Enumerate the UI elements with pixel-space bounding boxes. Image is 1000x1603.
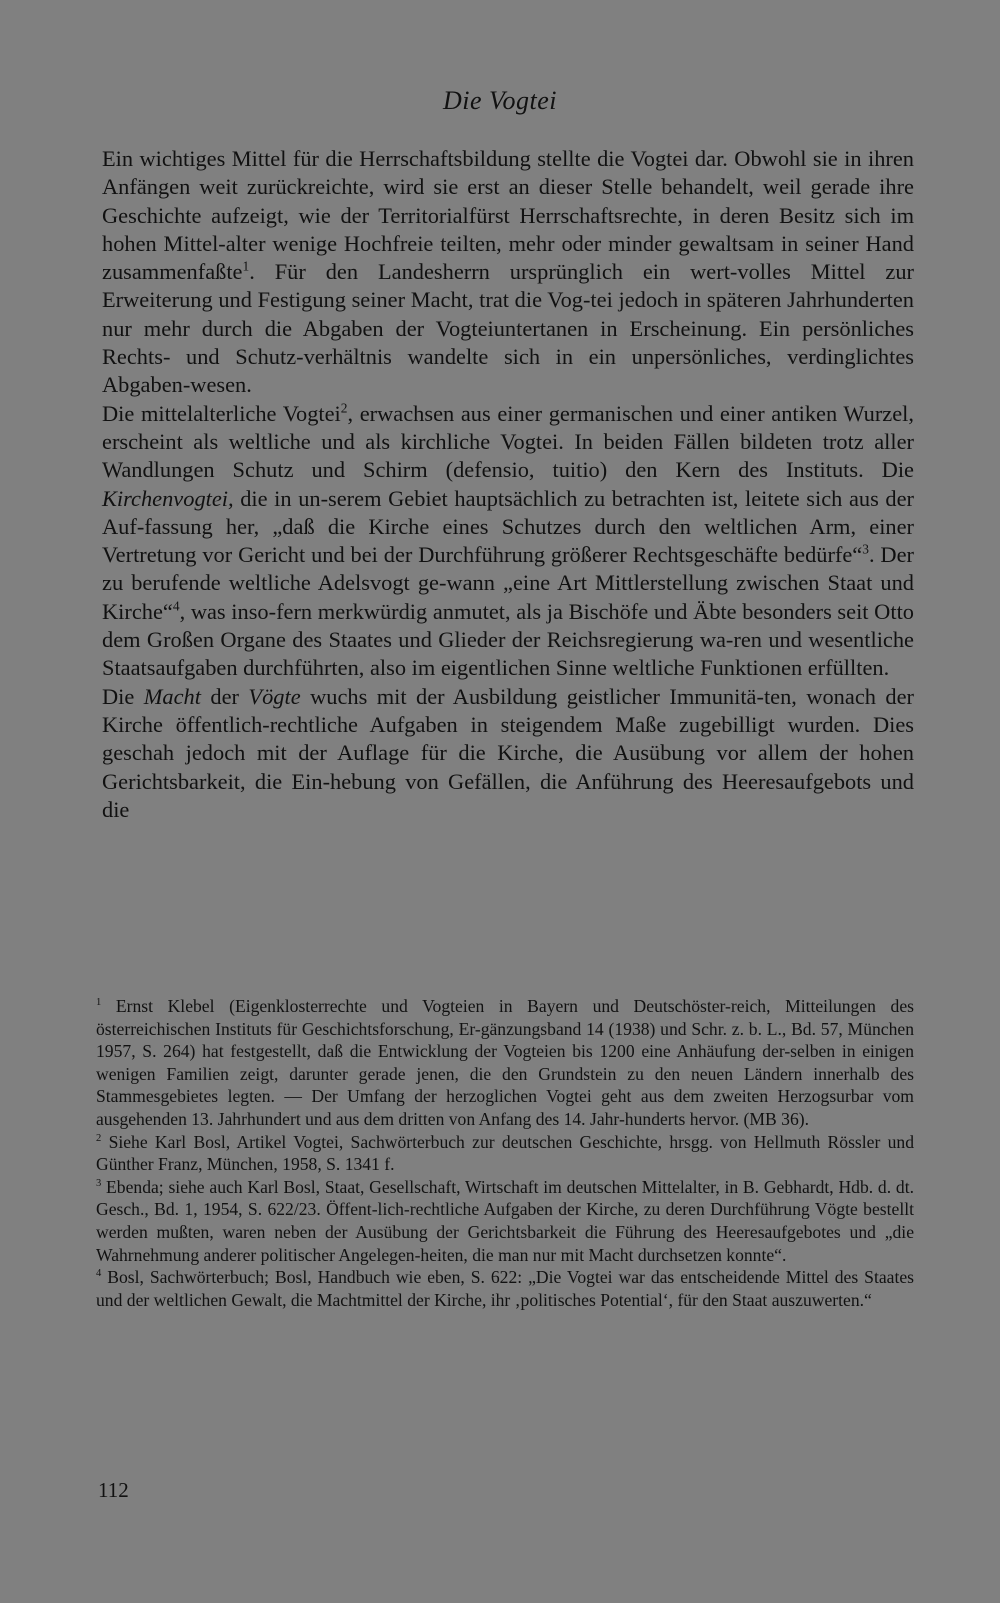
- footnote-ref-3: 3: [862, 541, 869, 557]
- footnote-1: $^1$ Ernst Klebel (Eigenklosterrechte und Vogteien in Bayern und Deutschöster-reich, Mitteilungen des österreichischen Instituts für Geschichtsforschung, Er-gänzungsband 14 (1938) und Schr. z. b. L., Bd. 57, München 1957, S. 264) hat festgestellt, daß die Entwicklung der Vogteien bis 1200 eine Anhäufung der-selben in einigen wenigen Familien zeigt, darunter gerade jenen, die den Grundstein zu den neuen Ländern innerhalb des Stammesgebietes legten. — Der Umfang der herzoglichen Vogtei geht aus dem zweiten Herzogsurbar vom ausgehenden 13. Jahrhundert und aus dem dritten von Anfang des 14. Jahr-hunderts hervor. (MB 36).: [96, 996, 914, 1129]
- paragraph-2: Die mittelalterliche Vogtei$^2$, erwachsen aus einer germanischen und einer antiken Wurzel, erscheint als weltliche und als kirchliche Vogtei. In beiden Fällen bildeten trotz aller Wandlungen Schutz und Schirm (defensio, tuitio) den Kern des Instituts. Die Kirchenvogtei, die in un-serem Gebiet hauptsächlich zu betrachten ist, leitete sich aus der Auf-fassung her, „daß die Kirche eines Schutzes durch den weltlichen Arm, einer Vertretung vor Gericht und bei der Durchführung größerer Rechtsgeschäfte bedürfe“$^3$. Der zu berufende weltliche Adelsvogt ge-wann „eine Art Mittlerstellung zwischen Staat und Kirche“$^4$, was inso-fern merkwürdig anmutet, als ja Bischöfe und Äbte besonders seit Otto dem Großen Organe des Staates und Glieder der Reichsregierung wa-ren und wesentliche Staatsaufgaben durchführten, also im eigentlichen Sinne weltliche Funktionen erfüllten.: [102, 400, 915, 681]
- page-title: Die Vogtei: [442, 86, 558, 115]
- footnote-ref-2: 2: [340, 400, 348, 416]
- paragraph-1: Ein wichtiges Mittel für die Herrschaftsbildung stellte die Vogtei dar. Obwohl sie in ihren Anfängen weit zurückreichte, wird sie erst an dieser Stelle behandelt, weil gerade ihre Geschichte aufzeigt, wie der Territorialfürst Herrschaftsrechte, in deren Besitz sich im hohen Mittel-alter wenige Hochfreie teilten, mehr oder minder gewaltsam in seiner Hand zusammenfaßte$^1$. Für den Landesherrn ursprünglich ein wert-volles Mittel zur Erweiterung und Festigung seiner Macht, trat die Vog-tei jedoch in späteren Jahrhunderten nur mehr durch die Abgaben der Vogteiuntertanen in Erscheinung. Ein persönliches Rechts- und Schutz-verhältnis wandelte sich in ein unpersönliches, verdinglichtes Abgaben-wesen.: [102, 146, 914, 398]
- paragraph-3: Die Macht der Vögte wuchs mit der Ausbildung geistlicher Immunitä-ten, wonach der Kirche öffentlich-rechtliche Aufgaben in steigendem Maße zugebilligt wurden. Dies geschah jedoch mit der Auflage für die Kirche, die Ausübung vor allem der hohen Gerichtsbarkeit, die Ein-hebung von Gefällen, die Anführung des Heeresaufgebots und die: [102, 683, 914, 822]
- main-text: [102, 145, 914, 824]
- footnote-2: $^2$ Siehe Karl Bosl, Artikel Vogtei, Sachwörterbuch zur deutschen Geschichte, hrsgg. von Hellmuth Rössler und Günther Franz, München, 1958, S. 1341 f.: [96, 1131, 914, 1175]
- page-number: 112: [98, 1478, 129, 1502]
- emphasis-macht: Macht: [143, 683, 201, 709]
- footnotes: [96, 995, 914, 1311]
- footnote-ref-1: 1: [242, 258, 250, 274]
- footnote-ref-4: 4: [172, 598, 180, 614]
- emphasis-voegte: Vögte: [248, 683, 301, 709]
- footnote-3: $^3$ Ebenda; siehe auch Karl Bosl, Staat, Gesellschaft, Wirtschaft im deutschen Mittelalter, in B. Gebhardt, Hdb. d. dt. Gesch., Bd. 1, 1954, S. 622/23. Öffent-lich-rechtliche Aufgaben der Kirche, zu deren Durchführung Vögte bestellt werden mußten, waren neben der Ausübung der Gerichtsbarkeit die Führung des Heeresaufgebotes und „die Wahrnehmung anderer politischer Angelegen-heiten, die man nur mit Macht durchsetzen konnte“.: [96, 1176, 914, 1265]
- emphasis-kirchenvogtei: Kirchenvogtei,: [102, 485, 234, 511]
- footnote-4: $^4$ Bosl, Sachwörterbuch; Bosl, Handbuch wie eben, S. 622: „Die Vogtei war das entscheidende Mittel des Staates und der weltlichen Gewalt, die Machtmittel der Kirche, ihr ‚politisches Potential‘, für den Staat auszuwerten.“: [96, 1267, 914, 1310]
